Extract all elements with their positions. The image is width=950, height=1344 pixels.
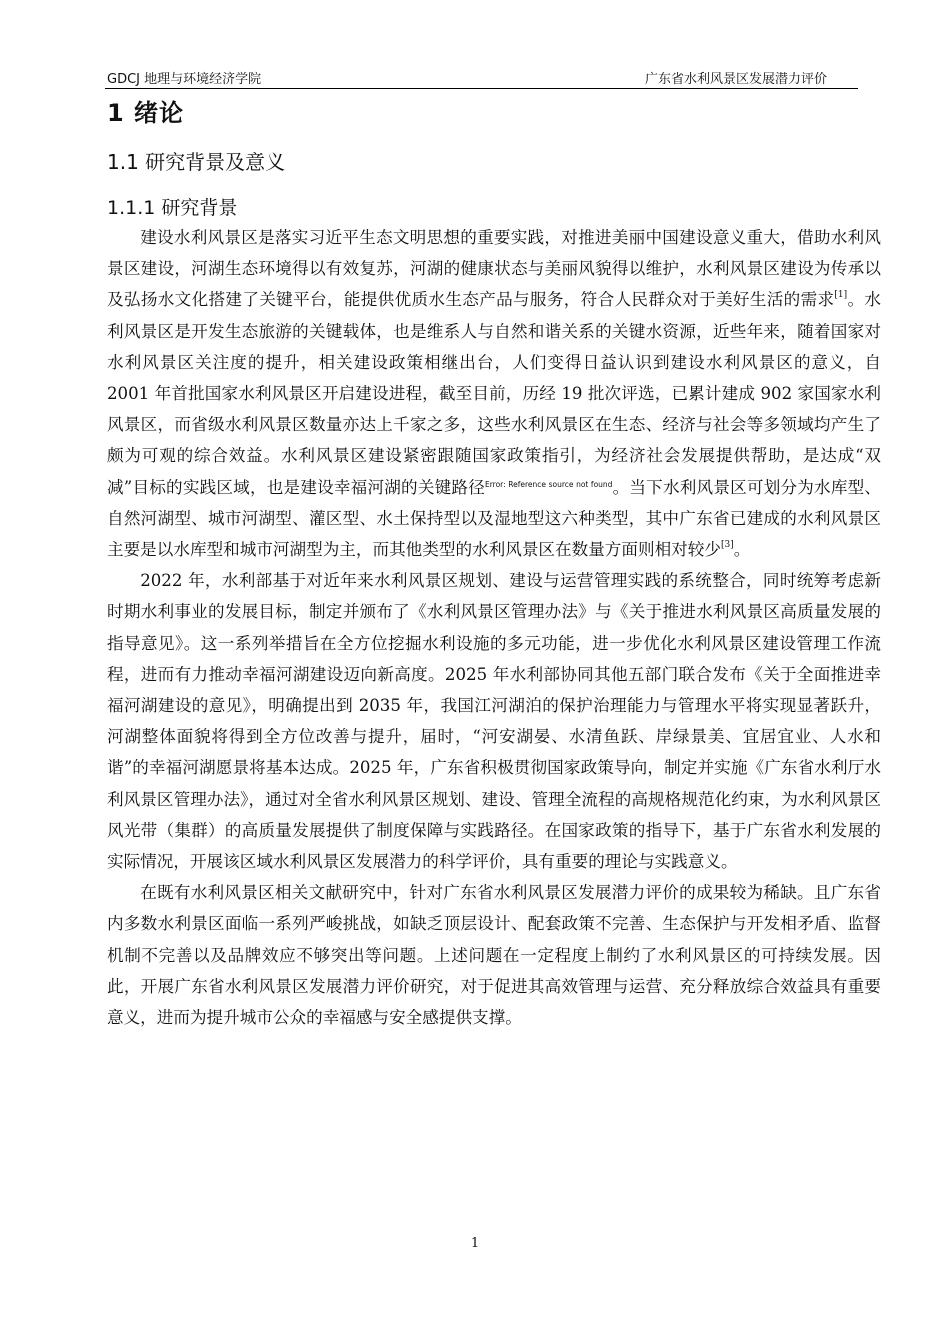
paragraph-3: 在既有水利风景区相关文献研究中，针对广东省水利风景区发展潜力评价的成果较为稀缺。且广东省内多数水利景区面临一系列严峻挑战，如缺乏顶层设计、配套政策不完善、生态保护与开发相矛盾、监督机制不完善以及品牌效应不够突出等问题。上述问题在一定程度上制约了水利风景区的可持续发展。因此，开展广东省水利风景区发展潜力评价研究，对于促进其高效管理与运营、充分释放综合效益具有重要意义，进而为提升城市公众的幸福感与安全感提供支撑。	[107, 883, 881, 1028]
citation-3: [3]	[720, 540, 734, 551]
paragraph-1-part-d: 。	[733, 540, 751, 560]
reference-error-note: Error: Reference source not found	[484, 479, 613, 489]
citation-1: [1]	[834, 290, 848, 301]
header-thesis-title: 广东省水利风景区发展潜力评价	[644, 72, 827, 87]
paragraph-1-part-a: 建设水利风景区是落实习近平生态文明思想的重要实践，对推进美丽中国建设意义重大，借助水利风景区建设，河湖生态环境得以有效复苏，河湖的健康状态与美丽风貌得以维护，水利风景区建设为传承以及弘扬水文化搭建了关键平台，能提供优质水生态产品与服务，符合人民群众对于美好生活的需求	[107, 228, 881, 310]
subsection-heading: 1.1.1 研究背景	[107, 197, 238, 219]
paragraph-1	[107, 222, 881, 565]
section-heading: 1.1 研究背景及意义	[107, 150, 286, 174]
paragraph-2: 2022 年，水利部基于对近年来水利风景区规划、建设与运营管理实践的系统整合，同时统筹考虑新时期水利事业的发展目标，制定并颁布了《水利风景区管理办法》与《关于推进水利风景区高质量发展的指导意见》。这一系列举措旨在全方位挖掘水利设施的多元功能，进一步优化水利风景区建设管理工作流程，进而有力推动幸福河湖建设迈向新高度。2025 年水利部协同其他五部门联合发布《关于全面推进幸福河湖建设的意见》，明确提出到 2035 年，我国江河湖泊的保护治理能力与管理水平将实现显著跃升，河湖整体面貌将得到全方位改善与提升，届时，“河安湖晏、水清鱼跃、岸绿景美、宜居宜业、人水和谐”的幸福河湖愿景将基本达成。2025 年，广东省积极贯彻国家政策导向，制定并实施《广东省水利厅水利风景区管理办法》，通过对全省水利风景区规划、建设、管理全流程的高规格规范化约束，为水利风景区风光带（集群）的高质量发展提供了制度保障与实践路径。在国家政策的指导下，基于广东省水利发展的实际情况，开展该区域水利风景区发展潜力的科学评价，具有重要的理论与实践意义。	[107, 571, 881, 872]
header-institution: GDCJ 地理与环境经济学院	[107, 72, 262, 87]
header-divider	[105, 88, 858, 89]
page-number: 1	[470, 1236, 480, 1251]
paragraph-1-part-b: 。水利风景区是开发生态旅游的关键载体，也是维系人与自然和谐关系的关键水资源，近些年来，随着国家对水利风景区关注度的提升，相关建设政策相继出台，人们变得日益认识到建设水利风景区的意义，自 2001 年首批国家水利风景区开启建设进程，截至目前，历经 19 批次评选，已累计建成 902 家国家水利风景区，而省级水利风景区数量亦达上千家之多，这些水利风景区在生态、经济与社会等多领域均产生了颇为可观的综合效益。水利风景区建设紧密跟随国家政策指引，为经济社会发展提供帮助，是达成“双减”目标的实践区域，也是建设幸福河湖的关键路径	[107, 290, 882, 497]
body-text	[107, 222, 881, 1033]
chapter-heading: 1 绪论	[107, 99, 185, 127]
paragraph-1-part-c: 。当下水利风景区可划分为水库型、自然河湖型、城市河湖型、灌区型、水土保持型以及湿地型这六种类型，其中广东省已建成的水利风景区主要是以水库型和城市河湖型为主，而其他类型的水利风景区在数量方面则相对较少	[107, 477, 882, 560]
